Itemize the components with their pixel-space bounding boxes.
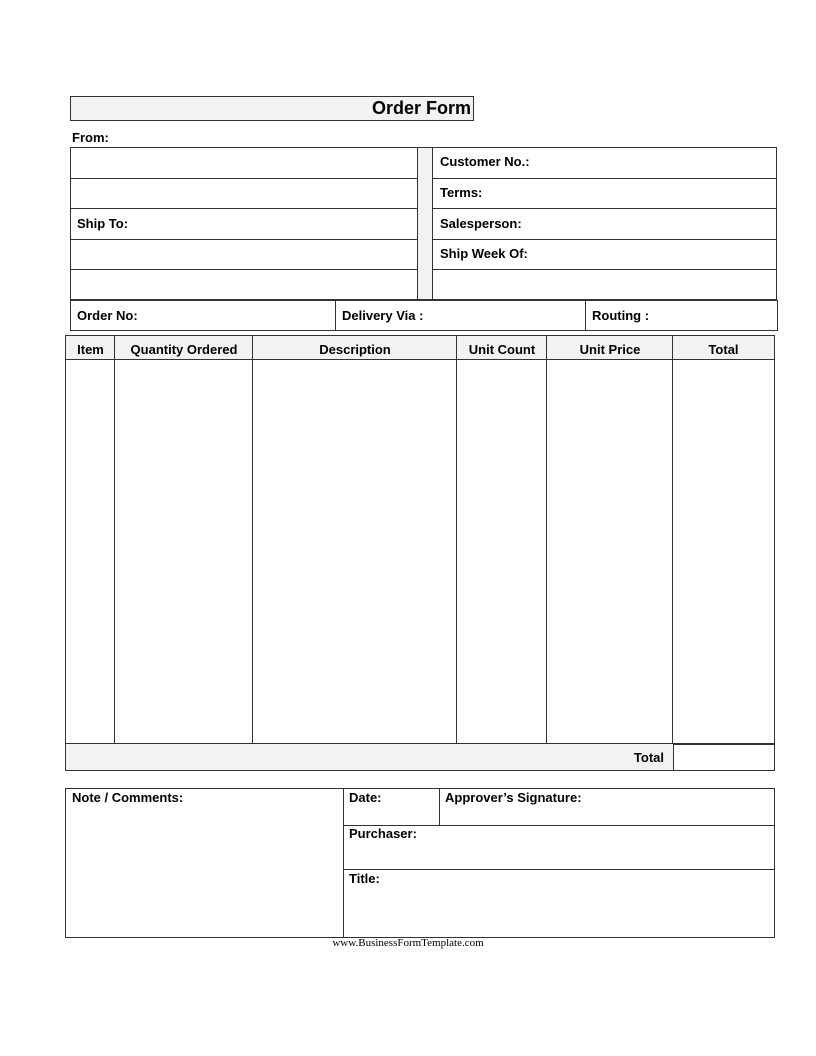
ship-to-line-1[interactable] — [71, 240, 417, 268]
table-header — [66, 336, 774, 360]
title-field[interactable] — [344, 889, 774, 937]
col-total-header: Total — [708, 342, 739, 357]
terms-label: Terms: — [440, 185, 483, 200]
unit-price-column-body[interactable] — [547, 361, 672, 743]
order-row-divider — [585, 300, 586, 331]
from-label: From: — [72, 130, 109, 145]
ship-to-label: Ship To: — [77, 216, 129, 231]
customer-no-field[interactable] — [540, 148, 776, 177]
item-column-body[interactable] — [66, 361, 114, 743]
quantity-column-body[interactable] — [115, 361, 252, 743]
ship-week-of-label: Ship Week Of: — [440, 246, 528, 261]
approver-signature-field[interactable] — [440, 808, 774, 824]
ship-to-line-2[interactable] — [71, 270, 417, 299]
salesperson-label: Salesperson: — [440, 216, 522, 231]
col-quantity-header: Quantity Ordered — [130, 342, 238, 357]
address-divider — [70, 208, 418, 209]
from-line-2[interactable] — [71, 179, 417, 207]
notes-label: Note / Comments: — [72, 790, 184, 805]
footer-url: www.BusinessFormTemplate.com — [332, 937, 484, 949]
delivery-via-label: Delivery Via : — [342, 308, 424, 323]
col-description-header: Description — [319, 342, 391, 357]
total-row — [66, 743, 774, 770]
info-divider — [432, 269, 777, 270]
date-label: Date: — [349, 790, 382, 805]
order-row-divider — [335, 300, 336, 331]
page-title: Order Form — [371, 98, 471, 118]
approver-signature-label: Approver’s Signature: — [445, 790, 582, 805]
col-unit-price-header: Unit Price — [579, 342, 641, 357]
bottom-divider — [343, 869, 775, 870]
purchaser-field[interactable] — [344, 844, 774, 868]
unit-count-column-body[interactable] — [457, 361, 546, 743]
purchaser-label: Purchaser: — [349, 826, 417, 841]
from-line-1[interactable] — [71, 148, 417, 177]
separator-strip — [418, 147, 432, 300]
col-item-header: Item — [77, 342, 104, 357]
order-no-field[interactable] — [145, 301, 334, 330]
total-label: Total — [633, 750, 664, 765]
order-no-label: Order No: — [77, 308, 138, 323]
routing-field[interactable] — [655, 301, 777, 330]
delivery-via-field[interactable] — [430, 301, 584, 330]
grand-total-field[interactable] — [673, 744, 775, 771]
salesperson-field[interactable] — [530, 209, 776, 238]
ship-week-of-field[interactable] — [540, 240, 776, 268]
title-label: Title: — [349, 871, 380, 886]
total-column-body[interactable] — [673, 361, 774, 743]
col-unit-count-header: Unit Count — [468, 342, 536, 357]
items-table — [65, 335, 775, 771]
customer-no-label: Customer No.: — [440, 154, 530, 169]
title-bar — [70, 96, 474, 121]
routing-label: Routing : — [592, 308, 650, 323]
notes-field[interactable] — [66, 808, 342, 937]
date-field[interactable] — [344, 808, 438, 824]
description-column-body[interactable] — [253, 361, 456, 743]
terms-field[interactable] — [500, 179, 776, 207]
